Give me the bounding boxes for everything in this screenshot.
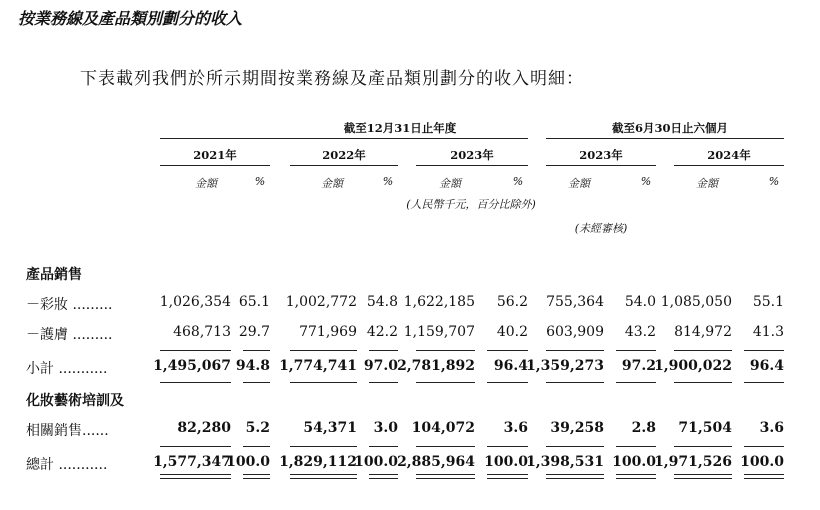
table-cell: 814,972: [674, 324, 732, 340]
column-rule: [674, 446, 732, 447]
table-cell: 97.2: [621, 358, 656, 374]
unit-percent-label: %: [254, 175, 266, 188]
column-rule: [369, 382, 398, 383]
double-rule: [616, 478, 656, 479]
double-rule: [290, 474, 357, 475]
double-rule: [674, 478, 732, 479]
year-header: 2024年: [707, 148, 751, 162]
table-cell: 100.0: [484, 454, 528, 470]
table-cell: 1,900,022: [654, 358, 732, 374]
year-rule: [160, 165, 270, 166]
table-cell: 1,002,772: [285, 294, 357, 310]
double-rule: [616, 474, 656, 475]
column-rule: [243, 382, 270, 383]
unit-amount-label: 金額: [195, 177, 217, 190]
table-cell: 40.2: [496, 324, 528, 340]
unit-percent-label: %: [512, 175, 524, 188]
table-cell: 1,829,112: [279, 454, 357, 470]
table-cell: 82,280: [177, 420, 231, 436]
table-cell: 1,971,526: [654, 454, 732, 470]
year-header: 2023年: [579, 148, 623, 162]
table-cell: 3.0: [373, 420, 398, 436]
year-rule: [416, 165, 528, 166]
column-rule: [546, 382, 604, 383]
column-rule: [243, 446, 270, 447]
table-cell: 96.4: [493, 358, 528, 374]
table-cell: 2.8: [631, 420, 656, 436]
table-cell: 39,258: [550, 420, 604, 436]
table-cell: 43.2: [624, 324, 656, 340]
row-label: －護膚 .........: [26, 327, 113, 343]
table-cell: 56.2: [496, 294, 528, 310]
double-rule: [243, 478, 270, 479]
year-rule: [290, 165, 398, 166]
group-rule-six-months: [546, 138, 784, 139]
table-cell: 468,713: [173, 324, 231, 340]
double-rule: [744, 474, 784, 475]
table-cell: 3.6: [503, 420, 528, 436]
table-cell: 55.1: [752, 294, 784, 310]
double-rule: [160, 474, 231, 475]
column-rule: [744, 446, 784, 447]
row-label: 相關銷售......: [26, 423, 109, 439]
column-rule: [416, 446, 475, 447]
column-rule: [674, 350, 732, 351]
double-rule: [487, 474, 528, 475]
table-cell: 3.6: [759, 420, 784, 436]
column-rule: [487, 350, 528, 351]
table-cell: 755,364: [546, 294, 604, 310]
table-cell: 97.0: [363, 358, 398, 374]
table-cell: 71,504: [678, 420, 732, 436]
table-cell: 100.0: [354, 454, 398, 470]
row-label: 小計 ...........: [26, 361, 108, 377]
column-rule: [546, 446, 604, 447]
double-rule: [744, 478, 784, 479]
unit-amount-label: 金額: [696, 177, 718, 190]
unit-percent-label: %: [768, 175, 780, 188]
double-rule: [674, 474, 732, 475]
group-header-fiscal-year: 截至12月31日止年度: [343, 121, 457, 135]
column-rule: [369, 350, 398, 351]
table-cell: 2,885,964: [397, 454, 475, 470]
row-label: 化妝藝術培訓及: [26, 393, 124, 409]
double-rule: [487, 478, 528, 479]
table-cell: 100.0: [612, 454, 656, 470]
column-rule: [546, 350, 604, 351]
unit-amount-label: 金額: [321, 177, 343, 190]
currency-note: (人民幣千元，百分比除外): [406, 198, 536, 211]
table-cell: 1,398,531: [526, 454, 604, 470]
column-rule: [616, 446, 656, 447]
table-cell: 96.4: [749, 358, 784, 374]
unit-amount-label: 金額: [439, 177, 461, 190]
column-rule: [290, 382, 357, 383]
year-rule: [674, 165, 784, 166]
year-header: 2022年: [322, 148, 366, 162]
year-rule: [546, 165, 656, 166]
column-rule: [243, 350, 270, 351]
table-cell: 42.2: [366, 324, 398, 340]
table-cell: 54.0: [624, 294, 656, 310]
column-rule: [416, 350, 475, 351]
table-cell: 1,026,354: [159, 294, 231, 310]
table-cell: 2,781,892: [397, 358, 475, 374]
unit-percent-label: %: [382, 175, 394, 188]
column-rule: [616, 382, 656, 383]
table-cell: 1,774,741: [279, 358, 357, 374]
table-cell: 65.1: [238, 294, 270, 310]
group-header-six-months: 截至6月30日止六個月: [611, 121, 728, 135]
year-header: 2021年: [193, 148, 237, 162]
table-cell: 603,909: [546, 324, 604, 340]
table-cell: 54,371: [303, 420, 357, 436]
double-rule: [546, 478, 604, 479]
column-rule: [160, 382, 231, 383]
column-rule: [744, 382, 784, 383]
row-label: 產品銷售: [26, 267, 82, 283]
table-cell: 54.8: [366, 294, 398, 310]
column-rule: [616, 350, 656, 351]
intro-text: 下表載列我們於所示期間按業務線及產品類別劃分的收入明細：: [80, 69, 584, 89]
column-rule: [290, 350, 357, 351]
double-rule: [369, 478, 398, 479]
double-rule: [290, 478, 357, 479]
table-cell: 1,495,067: [153, 358, 231, 374]
column-rule: [487, 382, 528, 383]
double-rule: [416, 474, 475, 475]
unit-percent-label: %: [640, 175, 652, 188]
table-cell: 1,577,347: [153, 454, 231, 470]
table-cell: 29.7: [238, 324, 270, 340]
table-cell: 94.8: [235, 358, 270, 374]
group-rule-fiscal-year: [160, 138, 528, 139]
double-rule: [160, 478, 231, 479]
double-rule: [546, 474, 604, 475]
table-cell: 1,085,050: [660, 294, 732, 310]
unaudited-note: (未經審核): [574, 222, 628, 235]
column-rule: [487, 446, 528, 447]
column-rule: [160, 446, 231, 447]
column-rule: [160, 350, 231, 351]
table-cell: 771,969: [299, 324, 357, 340]
table-cell: 100.0: [740, 454, 784, 470]
row-label: 總計 ...........: [26, 457, 108, 473]
year-header: 2023年: [450, 148, 494, 162]
double-rule: [243, 474, 270, 475]
table-cell: 100.0: [226, 454, 270, 470]
table-cell: 41.3: [752, 324, 784, 340]
double-rule: [416, 478, 475, 479]
table-cell: 5.2: [245, 420, 270, 436]
table-cell: 1,359,273: [526, 358, 604, 374]
row-label: －彩妝 .........: [26, 297, 113, 313]
table-cell: 104,072: [411, 420, 475, 436]
column-rule: [290, 446, 357, 447]
table-cell: 1,622,185: [403, 294, 475, 310]
table-cell: 1,159,707: [403, 324, 475, 340]
column-rule: [369, 446, 398, 447]
unit-amount-label: 金額: [568, 177, 590, 190]
column-rule: [416, 382, 475, 383]
section-heading: 按業務線及產品類別劃分的收入: [18, 9, 243, 28]
column-rule: [744, 350, 784, 351]
double-rule: [369, 474, 398, 475]
column-rule: [674, 382, 732, 383]
